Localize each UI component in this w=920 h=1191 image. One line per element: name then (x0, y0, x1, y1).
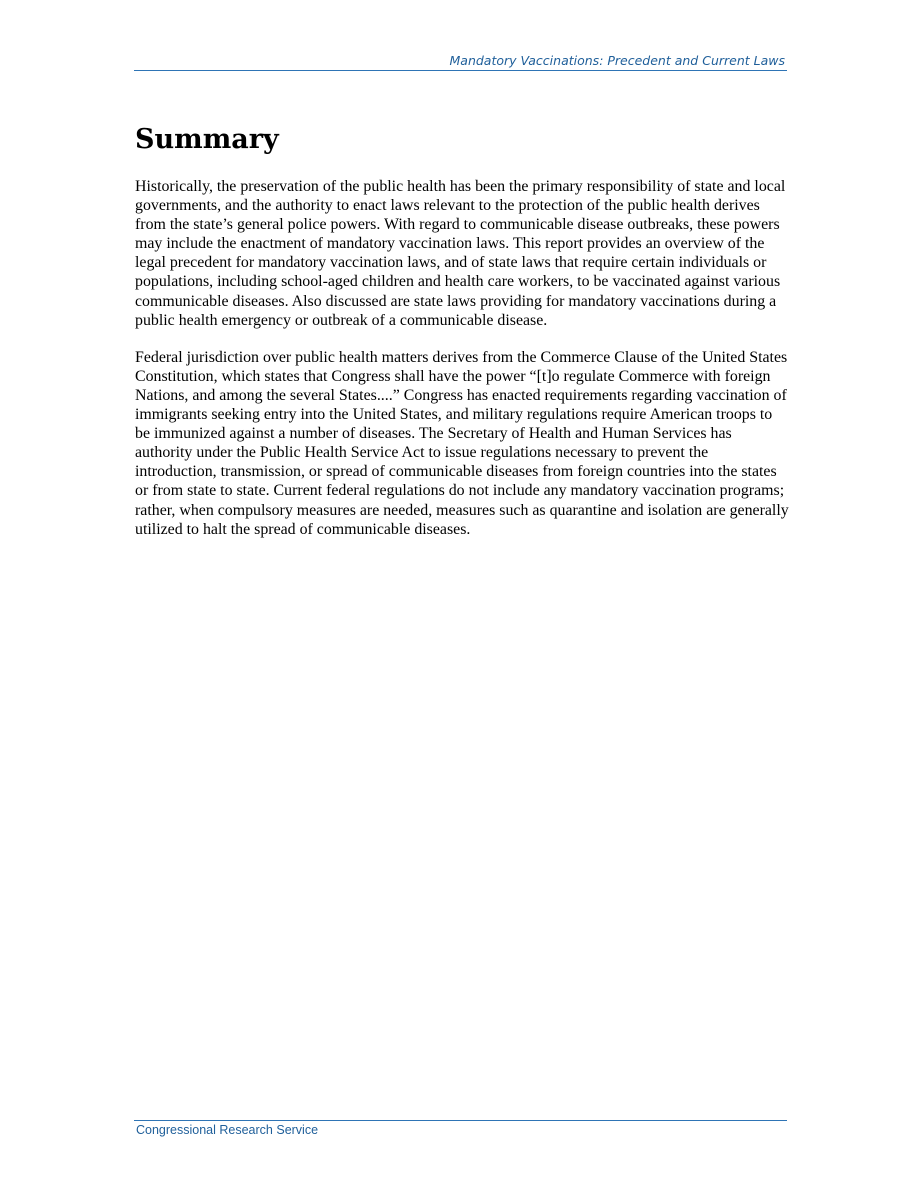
summary-paragraph-2: Federal jurisdiction over public health matters derives from the Commerce Clause of the United States Constitution, which states that Congress shall have the power “[t]o regulate Commerce with foreign Nations, and among the several States....” Congress has enacted requirements regarding vaccination of immigrants seeking entry into the United States, and military regulations require American troops to be immunized against a number of diseases. The Secretary of Health and Human Services has authority under the Public Health Service Act to issue regulations necessary to prevent the introduction, transmission, or spread of communicable diseases from foreign countries into the states or from state to state. Current federal regulations do not include any mandatory vaccination programs; rather, when compulsory measures are needed, measures such as quarantine and isolation are generally utilized to halt the spread of communicable diseases. (135, 348, 789, 538)
running-header (134, 52, 787, 71)
page-title: Summary (135, 124, 279, 155)
footer-divider (134, 1120, 787, 1121)
footer-organization: Congressional Research Service (136, 1123, 319, 1137)
summary-paragraph-1: Historically, the preservation of the public health has been the primary responsibility of state and local governments, and the authority to enact laws relevant to the protection of the public health derives from the state’s general police powers. With regard to communicable disease outbreaks, these powers may include the enactment of mandatory vaccination laws. This report provides an overview of the legal precedent for mandatory vaccination laws, and of state laws that require certain individuals or populations, including school-aged children and health care workers, to be vaccinated against various communicable diseases. Also discussed are state laws providing for mandatory vaccinations during a public health emergency or outbreak of a communicable disease. (135, 178, 786, 329)
summary-body (135, 177, 790, 557)
running-header-title: Mandatory Vaccinations: Precedent and Current Laws (449, 53, 785, 68)
